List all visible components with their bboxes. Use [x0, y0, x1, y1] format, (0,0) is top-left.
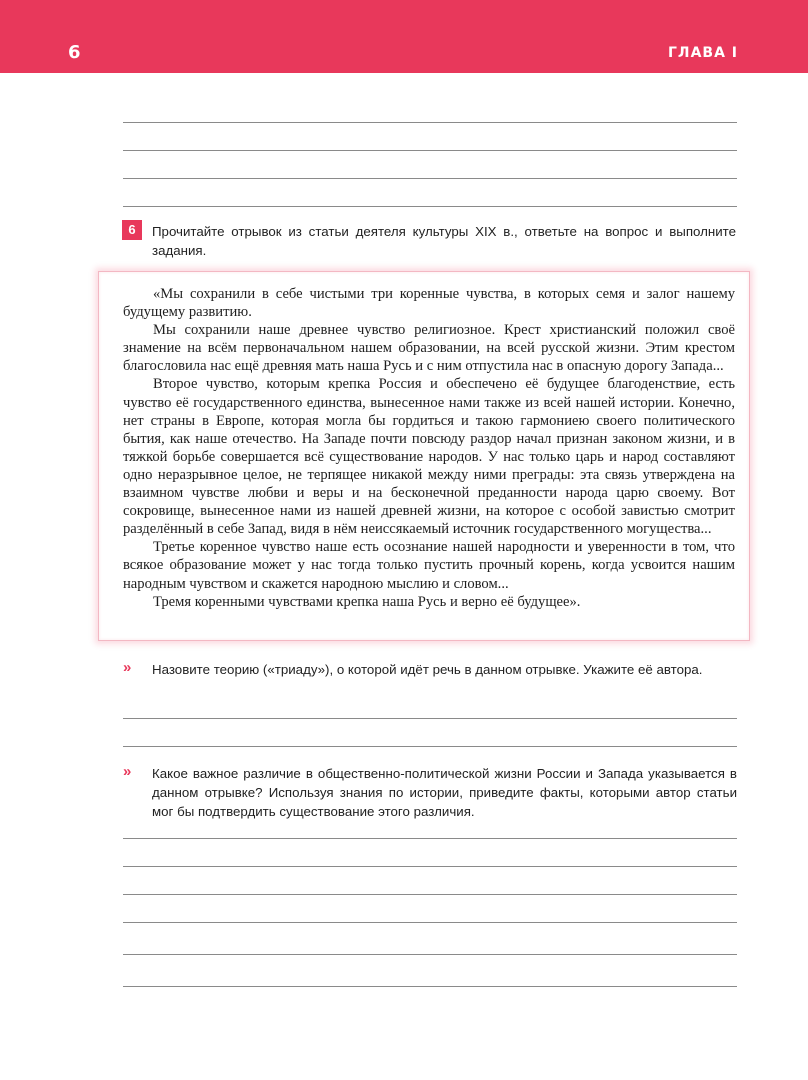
- answer-line[interactable]: [123, 922, 737, 923]
- answer-line[interactable]: [123, 894, 737, 895]
- question-marker-icon: »: [123, 763, 132, 780]
- answer-line[interactable]: [123, 122, 737, 123]
- answer-line[interactable]: [123, 718, 737, 719]
- answer-line[interactable]: [123, 746, 737, 747]
- question-text: Назовите теорию («триаду»), о которой идёт речь в данном отрывке. Укажите её автора.: [152, 662, 703, 677]
- answer-line[interactable]: [123, 150, 737, 151]
- excerpt-paragraph: «Мы сохранили в себе чистыми три коренные чувства, в которых семя и залог нашему будущему развитию.: [123, 286, 735, 321]
- excerpt-box: [98, 271, 750, 641]
- task-number-badge: 6: [122, 220, 142, 240]
- question-2: [123, 764, 737, 821]
- task-instruction: Прочитайте отрывок из статьи деятеля культуры XIX в., ответьте на вопрос и выполните задания.: [152, 224, 736, 258]
- page-number: 6: [68, 42, 82, 63]
- answer-line[interactable]: [123, 986, 737, 987]
- excerpt-paragraph: Тремя коренными чувствами крепка наша Русь и верно её будущее».: [153, 593, 581, 610]
- excerpt-paragraph: Третье коренное чувство наше есть осознание нашей народности и уверенности в том, что всякое образование может у нас тогда только пустить прочный корень, когда усвоится нашим народным чувством и скажется народною мыслию и словом...: [123, 539, 735, 592]
- page-header: [0, 0, 808, 73]
- excerpt-paragraph: Мы сохранили наше древнее чувство религиозное. Крест христианский положил своё знамение на всём первоначальном нашем образовании, на всей русской жизни. Этим крестом благословила нас ещё древняя мать наша Русь и с ним отпустила нас в опасную дорогу Запада...: [123, 322, 735, 375]
- answer-line[interactable]: [123, 838, 737, 839]
- question-1: [123, 660, 737, 679]
- excerpt-paragraph: Второе чувство, которым крепка Россия и обеспечено её будущее благоденствие, есть чувство её государственного единства, вынесенное нами также из всей нашей истории. Конечно, нет страны в Европе, которая могла бы гордиться и такою гармониею своего политического бытия, как наше отечество. На Западе почти повсюду раздор начал признан законом жизни, и в тяжкой борьбе совершается всё существование народов. У нас только царь и народ составляют одно неразрывное целое, не терпящее никакой между ними преграды: эта связь утверждена на взаимном чувстве любви и веры и на бесконечной преданности народа царю своему. Вот сокровище, вынесенное нами из нашей древней жизни, на которое с особой завистью смотрит разделённый в себе Запад, видя в нём неиссякаемый источник государственного могущества...: [123, 376, 735, 538]
- chapter-title: ГЛАВА I: [668, 45, 738, 61]
- answer-line[interactable]: [123, 954, 737, 955]
- question-marker-icon: »: [123, 659, 132, 676]
- question-text: Какое важное различие в общественно-политической жизни России и Запада указывается в данном отрывке? Используя знания по истории, приведите факты, которыми автор статьи мог бы подтвердить существование этого различия.: [152, 766, 737, 819]
- answer-line[interactable]: [123, 866, 737, 867]
- answer-line[interactable]: [123, 178, 737, 179]
- answer-line[interactable]: [123, 206, 737, 207]
